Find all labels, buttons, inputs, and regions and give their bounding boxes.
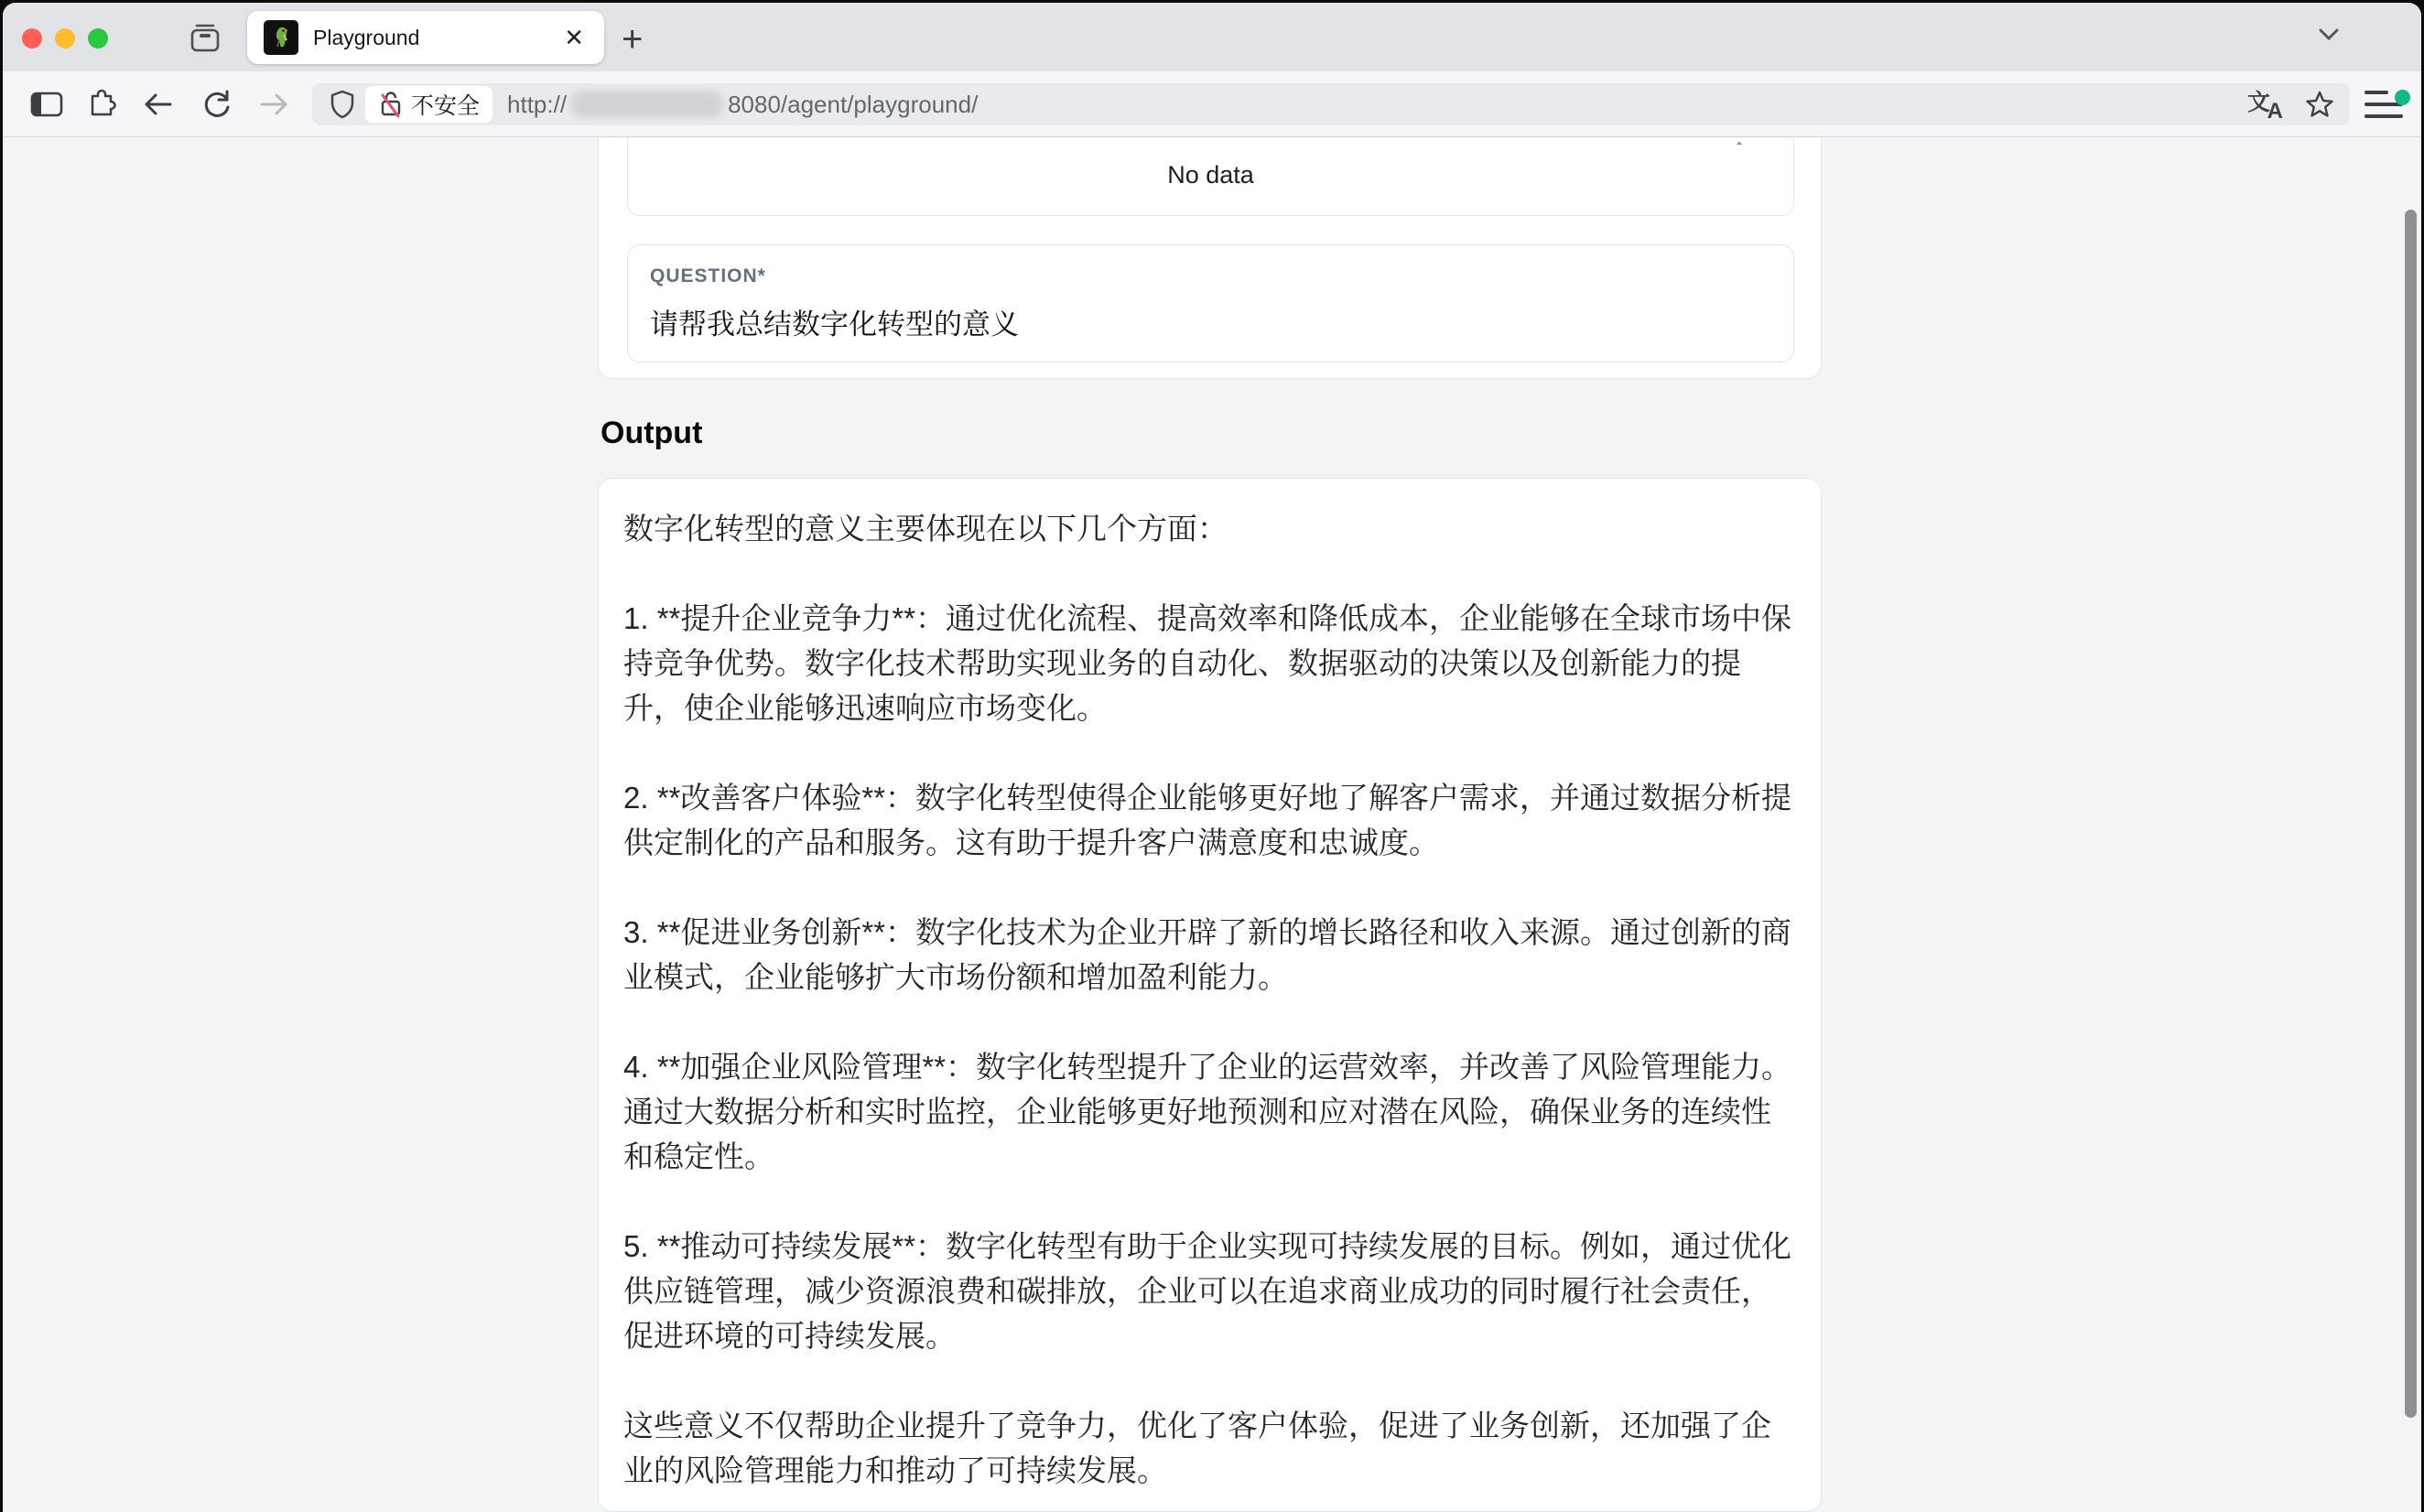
- translate-zh-glyph: 文: [2247, 90, 2271, 115]
- tab-manager-icon[interactable]: [188, 23, 222, 54]
- minimize-window-button[interactable]: [55, 28, 75, 49]
- security-status-chip[interactable]: [365, 86, 492, 123]
- close-tab-icon[interactable]: ✕: [564, 24, 584, 51]
- url-bar[interactable]: [312, 83, 2350, 125]
- zoom-window-button[interactable]: [88, 28, 108, 49]
- no-data-panel: [627, 138, 1794, 216]
- sidebar-toggle-icon[interactable]: [28, 71, 65, 137]
- output-paragraph: 5. **推动可持续发展**：数字化转型有助于企业实现可持续发展的目标。例如，通过优化供应链管理，减少资源浪费和碳排放，企业可以在追求商业成功的同时履行社会责任，促进环境的可持续发展。: [623, 1229, 1792, 1353]
- output-paragraph: 数字化转型的意义主要体现在以下几个方面：: [623, 512, 1228, 545]
- menu-notification-dot: [2395, 90, 2410, 105]
- question-field[interactable]: [627, 244, 1794, 362]
- question-field-value[interactable]: 请帮我总结数字化转型的意义: [650, 308, 1019, 340]
- url-path: 8080/agent/playground/: [728, 90, 979, 118]
- menu-bar-top: [2364, 91, 2388, 94]
- close-window-button[interactable]: [22, 28, 42, 49]
- browser-tab-playground[interactable]: [247, 11, 604, 64]
- page-content: [3, 138, 2421, 1512]
- new-tab-button[interactable]: +: [622, 19, 644, 59]
- translate-en-glyph: A: [2267, 99, 2283, 124]
- url-text: [507, 91, 978, 119]
- tab-title: Playground: [313, 25, 420, 49]
- output-card: [598, 478, 1822, 1512]
- insecure-lock-icon: [378, 90, 404, 119]
- clipped-chevron-icon: [1733, 139, 1746, 145]
- extensions-puzzle-icon[interactable]: [83, 71, 122, 137]
- security-status-label: 不安全: [411, 93, 481, 119]
- tab-bar: [3, 3, 2421, 71]
- output-section-title: Output: [601, 416, 703, 450]
- output-paragraph: 3. **促进业务创新**：数字化技术为企业开辟了新的增长路径和收入来源。通过创新的商业模式，企业能够扩大市场份额和增加盈利能力。: [623, 915, 1792, 994]
- forward-icon[interactable]: [254, 71, 294, 137]
- vertical-scrollbar-thumb[interactable]: [2405, 210, 2417, 1418]
- output-paragraph: 1. **提升企业竞争力**：通过优化流程、提高效率和降低成本，企业能够在全球市场中保持竞争优势。数字化技术帮助实现业务的自动化、数据驱动的决策以及创新能力的提升，使企业能够迅速响应市场变化。: [623, 601, 1792, 725]
- playground-favicon-icon: [264, 20, 298, 55]
- bookmark-star-icon[interactable]: [2304, 89, 2335, 120]
- no-data-text: No data: [1167, 161, 1254, 189]
- browser-window: [3, 3, 2421, 1512]
- output-paragraph: 2. **改善客户体验**：数字化转型使得企业能够更好地了解客户需求，并通过数据分析提供定制化的产品和服务。这有助于提升客户满意度和忠诚度。: [623, 781, 1792, 859]
- menu-bar-bottom: [2364, 114, 2403, 118]
- back-icon[interactable]: [138, 71, 179, 137]
- output-paragraph: 4. **加强企业风险管理**：数字化转型提升了企业的运营效率，并改善了风险管理能力。通过大数据分析和实时监控，企业能够更好地预测和应对潜在风险，确保业务的连续性和稳定性。: [623, 1050, 1792, 1173]
- tracking-shield-icon[interactable]: [329, 89, 356, 120]
- chevron-down-icon[interactable]: [2313, 25, 2344, 45]
- reload-icon[interactable]: [197, 71, 237, 137]
- output-paragraph: 这些意义不仅帮助企业提升了竞争力，优化了客户体验，促进了业务创新，还加强了企业的风险管理能力和推动了可持续发展。: [623, 1409, 1771, 1487]
- translate-icon[interactable]: [2247, 86, 2284, 123]
- navigation-toolbar: [3, 71, 2421, 137]
- question-field-label: QUESTION*: [650, 265, 766, 286]
- url-scheme: http://: [507, 90, 568, 118]
- redacted-host-blur: [570, 91, 724, 118]
- playground-form-card: [598, 138, 1822, 379]
